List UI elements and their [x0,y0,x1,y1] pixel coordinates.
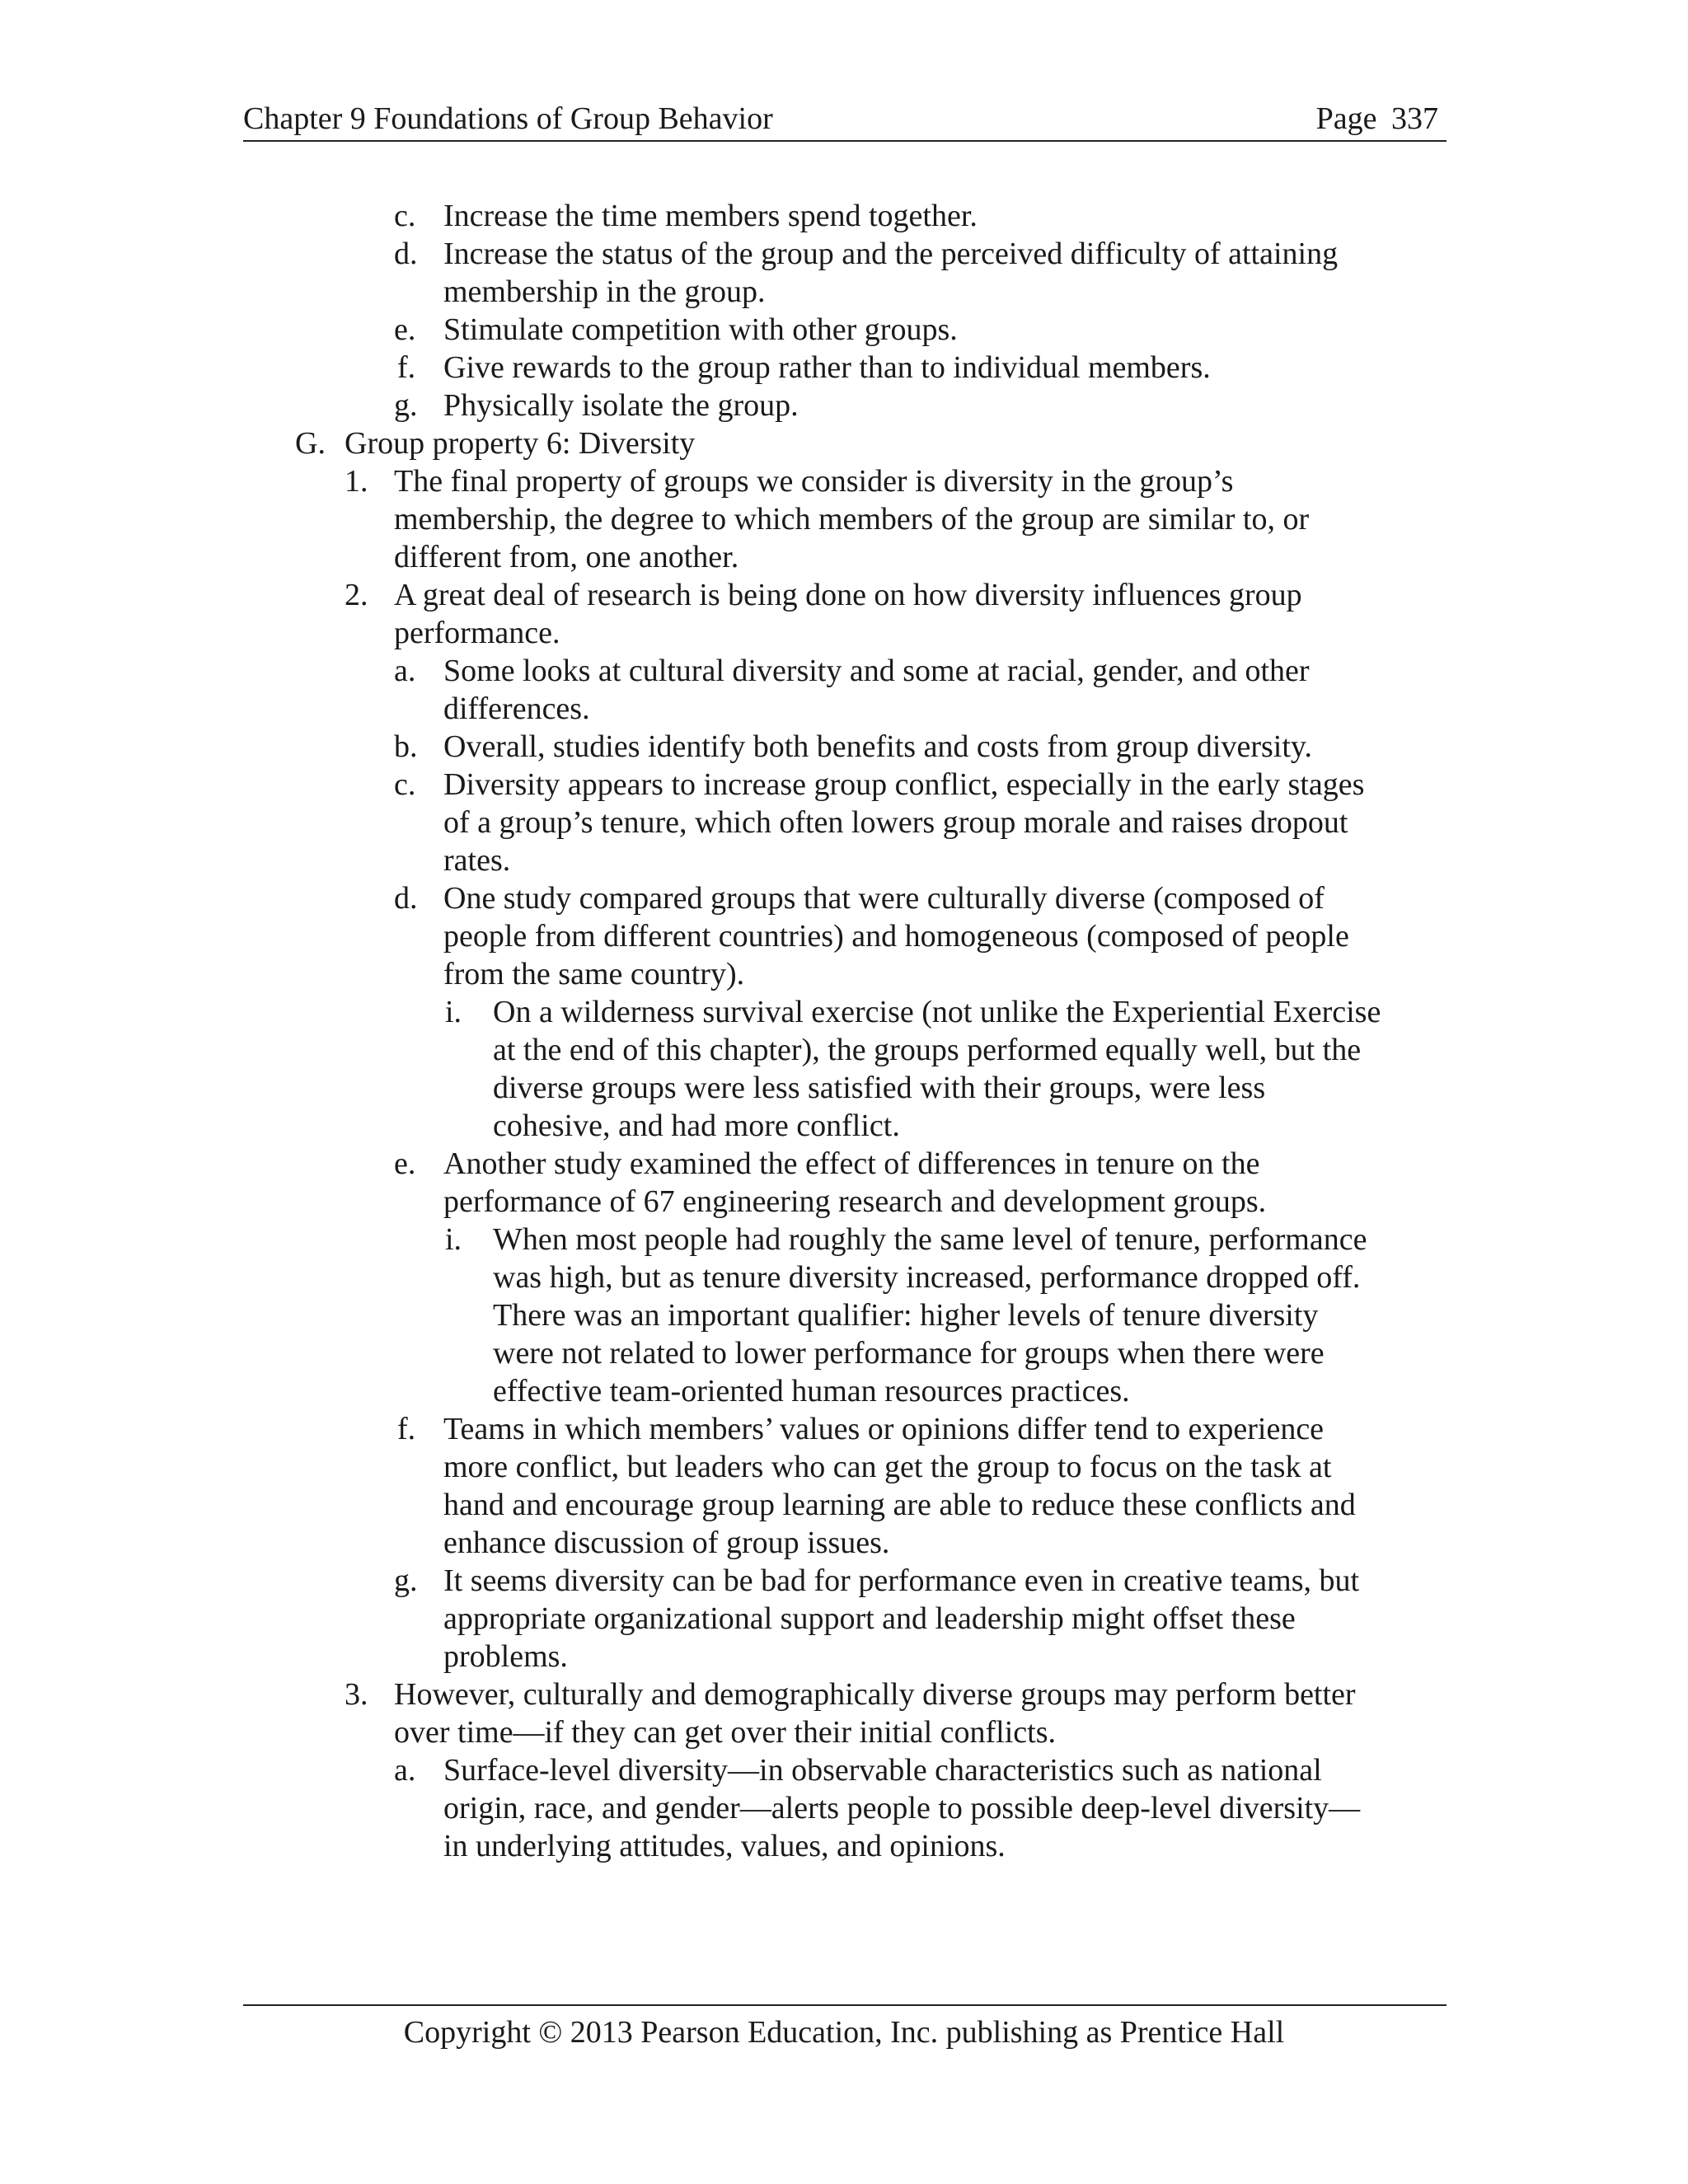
list-text: more conflict, but leaders who can get the group to focus on the task at [443,1450,1332,1484]
list-text: Another study examined the effect of differences in tenure on the [443,1146,1260,1181]
outline-line [0,424,1688,462]
outline-line [0,1486,1688,1524]
list-text: differences. [443,691,590,726]
page-number: 337 [1391,101,1438,136]
outline-line [0,804,1688,841]
outline-line [0,1789,1688,1827]
outline-line [0,387,1688,424]
list-marker: 2. [345,578,368,612]
outline-line [0,576,1688,614]
list-text: membership in the group. [443,274,766,309]
outline-line [0,1334,1688,1372]
list-marker: d. [394,237,418,271]
list-marker: a. [394,654,416,688]
outline-line [0,1713,1688,1751]
outline-line [0,1751,1688,1789]
list-marker: a. [394,1753,416,1788]
list-text: Teams in which members’ values or opinions differ tend to experience [443,1412,1325,1446]
outline-line [0,1638,1688,1675]
list-text: hand and encourage group learning are able to reduce these conflicts and [443,1488,1356,1522]
list-text: at the end of this chapter), the groups performed equally well, but the [493,1033,1362,1067]
outline-line [0,917,1688,955]
outline-line [0,1524,1688,1562]
outline-line [0,1031,1688,1069]
list-marker: e. [394,1146,416,1181]
list-text: Some looks at cultural diversity and some at racial, gender, and other [443,654,1310,688]
outline-line [0,1069,1688,1107]
list-text: effective team-oriented human resources practices. [493,1374,1130,1408]
outline-line [0,766,1688,804]
list-text: One study compared groups that were culturally diverse (composed of [443,881,1325,916]
list-marker: e. [394,312,416,347]
list-text: were not related to lower performance for groups when there were [493,1336,1325,1371]
list-marker: f. [397,1412,416,1446]
outline-line [0,1183,1688,1221]
list-text: origin, race, and gender—alerts people to possible deep-level diversity— [443,1791,1361,1825]
list-marker: b. [394,729,418,764]
list-text: was high, but as tenure diversity increased, performance dropped off. [493,1260,1361,1295]
outline-line [0,349,1688,387]
list-marker: c. [394,767,416,802]
list-marker: i. [445,1222,462,1257]
list-text: in underlying attitudes, values, and opinions. [443,1829,1006,1863]
list-text: A great deal of research is being done on how diversity influences group [394,578,1302,612]
outline-line [0,1600,1688,1638]
outline-line [0,1675,1688,1713]
page-label: Page [1315,101,1377,136]
outline-line [0,235,1688,273]
list-marker: f. [397,350,416,385]
list-marker: g. [394,1563,418,1598]
list-text: Group property 6: Diversity [345,426,696,461]
outline-line [0,879,1688,917]
outline-line [0,1221,1688,1258]
outline-line [0,1410,1688,1448]
list-text: Increase the time members spend together. [443,199,978,233]
list-marker: G. [295,426,326,461]
list-text: rates. [443,843,511,878]
list-text: membership, the degree to which members of the group are similar to, or [394,502,1310,537]
outline-line [0,1296,1688,1334]
list-text: over time—if they can get over their initial conflicts. [394,1715,1057,1750]
list-text: It seems diversity can be bad for performance even in creative teams, but [443,1563,1360,1598]
outline-line [0,538,1688,576]
list-text: enhance discussion of group issues. [443,1526,890,1560]
outline-content [0,197,1688,1865]
list-text: Overall, studies identify both benefits and costs from group diversity. [443,729,1312,764]
list-marker: 3. [345,1677,368,1712]
list-text: Give rewards to the group rather than to individual members. [443,350,1211,385]
list-text: Diversity appears to increase group conflict, especially in the early stages [443,767,1365,802]
list-text: performance of 67 engineering research and development groups. [443,1184,1267,1219]
list-text: There was an important qualifier: higher levels of tenure diversity [493,1298,1319,1333]
outline-line [0,197,1688,235]
list-text: people from different countries) and homogeneous (composed of people [443,919,1349,954]
list-marker: 1. [345,464,368,499]
list-text: diverse groups were less satisfied with their groups, were less [493,1071,1266,1105]
outline-line [0,652,1688,690]
list-text: problems. [443,1639,568,1674]
outline-line [0,1372,1688,1410]
outline-line [0,993,1688,1031]
list-text: The final property of groups we consider is diversity in the group’s [394,464,1234,499]
outline-line [0,462,1688,500]
outline-line [0,1827,1688,1865]
list-text: cohesive, and had more conflict. [493,1108,900,1143]
page-indicator [1316,97,1447,140]
outline-line [0,273,1688,311]
list-text: of a group’s tenure, which often lowers group morale and raises dropout [443,805,1348,840]
outline-line [0,614,1688,652]
outline-line [0,1107,1688,1145]
list-marker: i. [445,995,462,1029]
list-text: Increase the status of the group and the perceived difficulty of attaining [443,237,1339,271]
outline-line [0,1448,1688,1486]
list-text: On a wilderness survival exercise (not unlike the Experiential Exercise [493,995,1381,1029]
list-text: performance. [394,616,560,650]
outline-line [0,500,1688,538]
outline-line [0,1258,1688,1296]
list-text: When most people had roughly the same level of tenure, performance [493,1222,1367,1257]
list-text: Physically isolate the group. [443,388,799,423]
list-marker: d. [394,881,418,916]
list-text: appropriate organizational support and leadership might offset these [443,1601,1296,1636]
list-text: from the same country). [443,957,745,991]
outline-line [0,1562,1688,1600]
chapter-title: Chapter 9 Foundations of Group Behavior [243,101,773,136]
page-header [243,97,1447,142]
outline-line [0,311,1688,349]
outline-line [0,690,1688,728]
footer-divider [243,2004,1447,2006]
list-marker: g. [394,388,418,423]
list-text: However, culturally and demographically diverse groups may perform better [394,1677,1356,1712]
list-text: Stimulate competition with other groups. [443,312,958,347]
list-text: Surface-level diversity—in observable characteristics such as national [443,1753,1322,1788]
list-marker: c. [394,199,416,233]
outline-line [0,1145,1688,1183]
outline-line [0,841,1688,879]
copyright-footer: Copyright © 2013 Pearson Education, Inc. publishing as Prentice Hall [403,2015,1285,2050]
outline-line [0,728,1688,766]
list-text: different from, one another. [394,540,739,574]
outline-line [0,955,1688,993]
